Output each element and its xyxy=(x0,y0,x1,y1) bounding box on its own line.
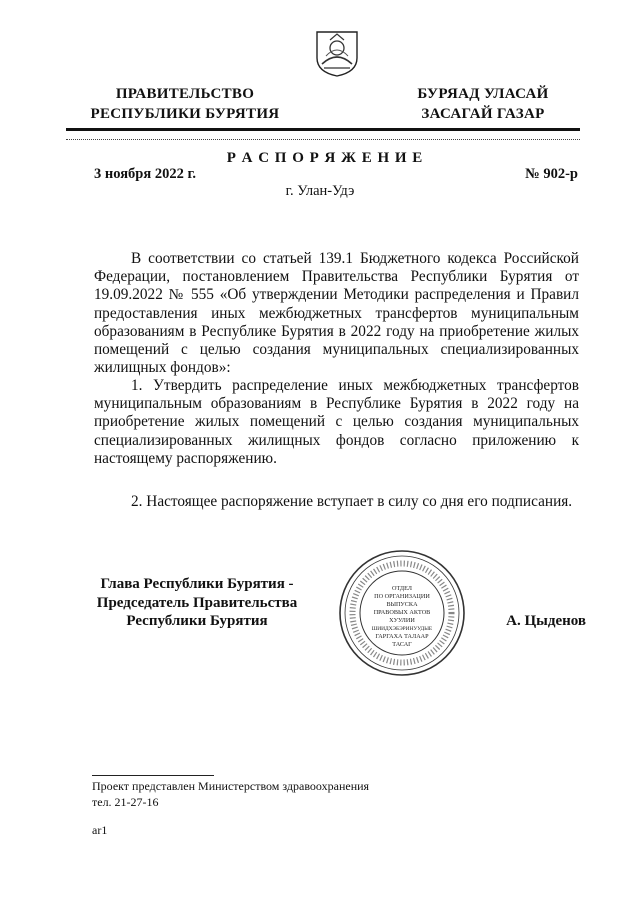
doc-type-title: Р А С П О Р Я Ж Е Н И Е xyxy=(226,150,424,166)
footer-code: ar1 xyxy=(92,823,108,837)
stamp-line-6: ШИИДХЭБЭРИНУУДЫЕ xyxy=(371,626,433,632)
coat-of-arms-emblem xyxy=(314,28,360,78)
signatory-title-line2: Председатель Правительства xyxy=(96,594,298,611)
stamp-line-7: ГАРГАХА ТАЛААР xyxy=(375,633,429,640)
header-rule-thick xyxy=(66,128,580,131)
header-left xyxy=(85,84,285,124)
header-right-line1: БУРЯАД УЛАСАЙ xyxy=(417,86,549,102)
official-stamp xyxy=(337,548,467,678)
signatory-title xyxy=(82,575,312,631)
footer-rule xyxy=(92,775,214,776)
body-paragraph-2: 1. Утвердить распределение иных межбюджетных трансфертов муниципальным образованиям в Республике Бурятия в 2022 году на приобретение жилых помещений с целью создания муниципальных специализированных жилищных фондов согласно приложению к настоящему распоряжению. xyxy=(94,377,579,467)
footer-line-2: тел. 21-27-16 xyxy=(92,795,159,809)
stamp-line-2: ПО ОРГАНИЗАЦИИ xyxy=(374,593,430,600)
body-paragraph-3: 2. Настоящее распоряжение вступает в силу со дня его подписания. xyxy=(131,493,573,510)
doc-number: № 902-р xyxy=(525,166,578,182)
footer-line-1: Проект представлен Министерством здравоохранения xyxy=(92,779,370,793)
header-left-line1: ПРАВИТЕЛЬСТВО xyxy=(115,86,255,102)
doc-date: 3 ноября 2022 г. xyxy=(94,166,197,182)
stamp-line-8: ТАСАГ xyxy=(392,641,412,648)
stamp-line-5: ХУУЛИИ xyxy=(389,617,415,624)
signatory-name: А. Цыденов xyxy=(506,613,586,629)
stamp-line-3: ВЫПУСКА xyxy=(386,601,418,608)
header-left-line2: РЕСПУБЛИКИ БУРЯТИЯ xyxy=(90,106,280,122)
body-paragraph-1: В соответствии со статьей 139.1 Бюджетного кодекса Российской Федерации, постановлением Правительства Республики Бурятия от 19.09.2022 № 555 «Об утверждении Методики распределения и Правил предоставления иных межбюджетных трансфертов муниципальным образованиям в Республике Бурятия в 2022 году на приобретение жилых помещений с целью создания муниципальных специализированных жилищных фондов»: xyxy=(94,250,579,377)
header-right xyxy=(403,84,563,124)
header-rule-dotted xyxy=(66,139,580,140)
signatory-title-line3: Республики Бурятия xyxy=(126,613,268,629)
header-right-line2: ЗАСАГАЙ ГАЗАР xyxy=(421,106,545,122)
doc-city: г. Улан-Удэ xyxy=(285,183,355,199)
stamp-line-4: ПРАВОВЫХ АКТОВ xyxy=(373,609,431,616)
signatory-title-line1: Глава Республики Бурятия - xyxy=(100,576,294,592)
stamp-line-1: ОТДЕЛ xyxy=(392,585,412,592)
